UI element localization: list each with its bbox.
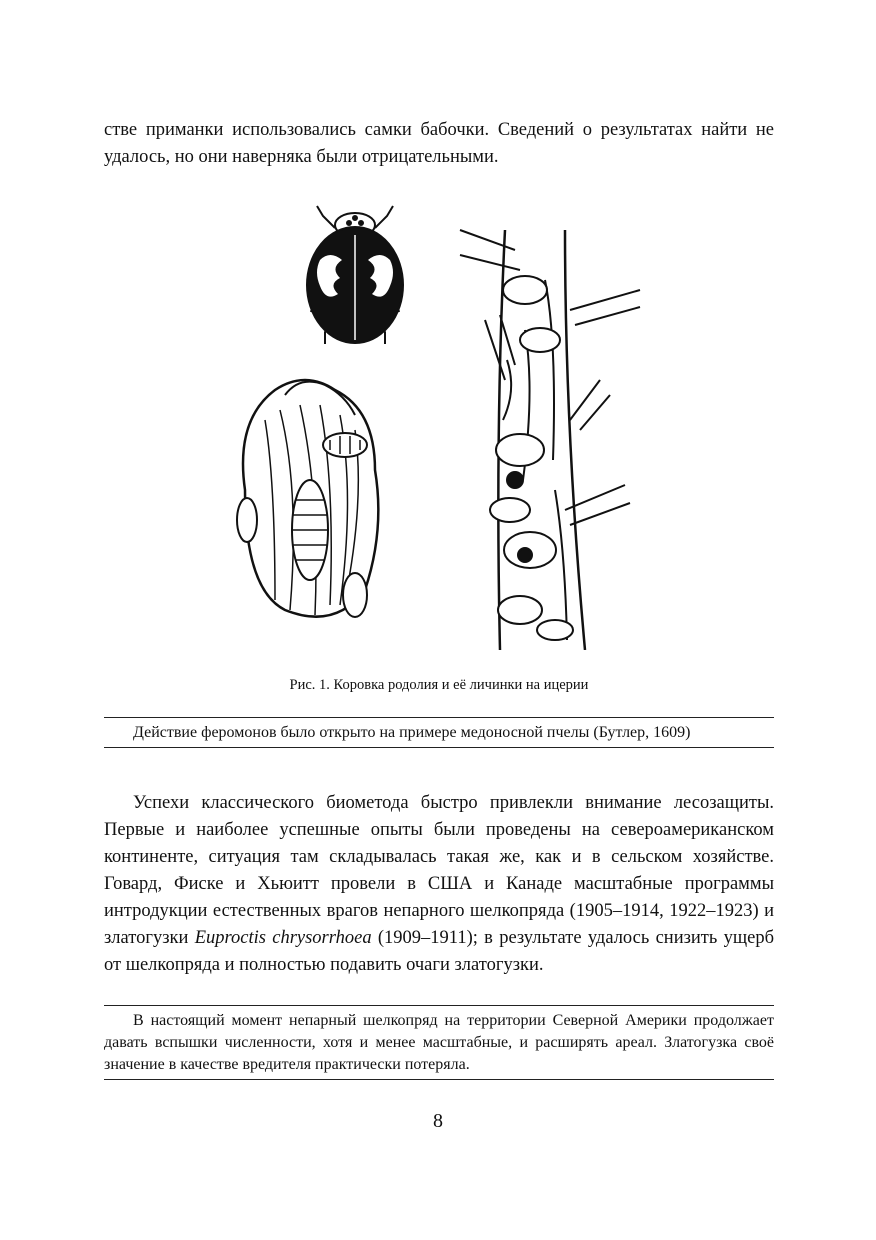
intro-paragraph: [104, 117, 774, 171]
page-number: 8: [433, 1110, 443, 1132]
intro-text: стве приманки использовались самки бабочки. Сведений о результатах найти не удалось, но они наверняка были отрицательными.: [104, 120, 774, 167]
species-name: Euproctis chrysorrhoea: [194, 928, 372, 948]
info-box-text: В настоящий момент непарный шелкопряд на территории Северной Америки продолжает давать вспышки численности, хотя и менее масштабные, и расширять ареал. Златогузка своё значение в качестве вредителя практически потеряла.: [104, 1012, 774, 1073]
main-text-part-2: (1909–1911); в результате удалось снизить ущерб от шелкопряда и полностью подавить очаги златогузки.: [104, 928, 774, 975]
main-paragraph: [104, 790, 774, 979]
info-box-gypsy-moth: [104, 1005, 774, 1080]
figure-illustration: [225, 190, 645, 650]
main-text: [104, 790, 774, 979]
iceria-with-larvae-drawing: [237, 380, 378, 617]
main-text-part-1: Успехи классического биометода быстро привлекли внимание лесозащиты. Первые и наиболее успешные опыты были проведены на североамериканском континенте, ситуация там складывалась такая же, как и в сельском хозяйстве. Говард, Фиске и Хьюитт провели в США и Канаде масштабные программы интродукции естественных врагов непарного шелкопряда (1905–1914, 1922–1923) и златогузки: [104, 793, 774, 948]
branch-with-iceria-drawing: [460, 230, 640, 650]
info-box-text: Действие феромонов было открыто на примере медоносной пчелы (Бутлер, 1609): [133, 724, 691, 741]
figure-caption: Рис. 1. Коровка родолия и её личинки на ицерии: [289, 677, 589, 693]
info-box-pheromones: [104, 717, 774, 748]
ladybird-beetle-drawing: [307, 206, 403, 344]
